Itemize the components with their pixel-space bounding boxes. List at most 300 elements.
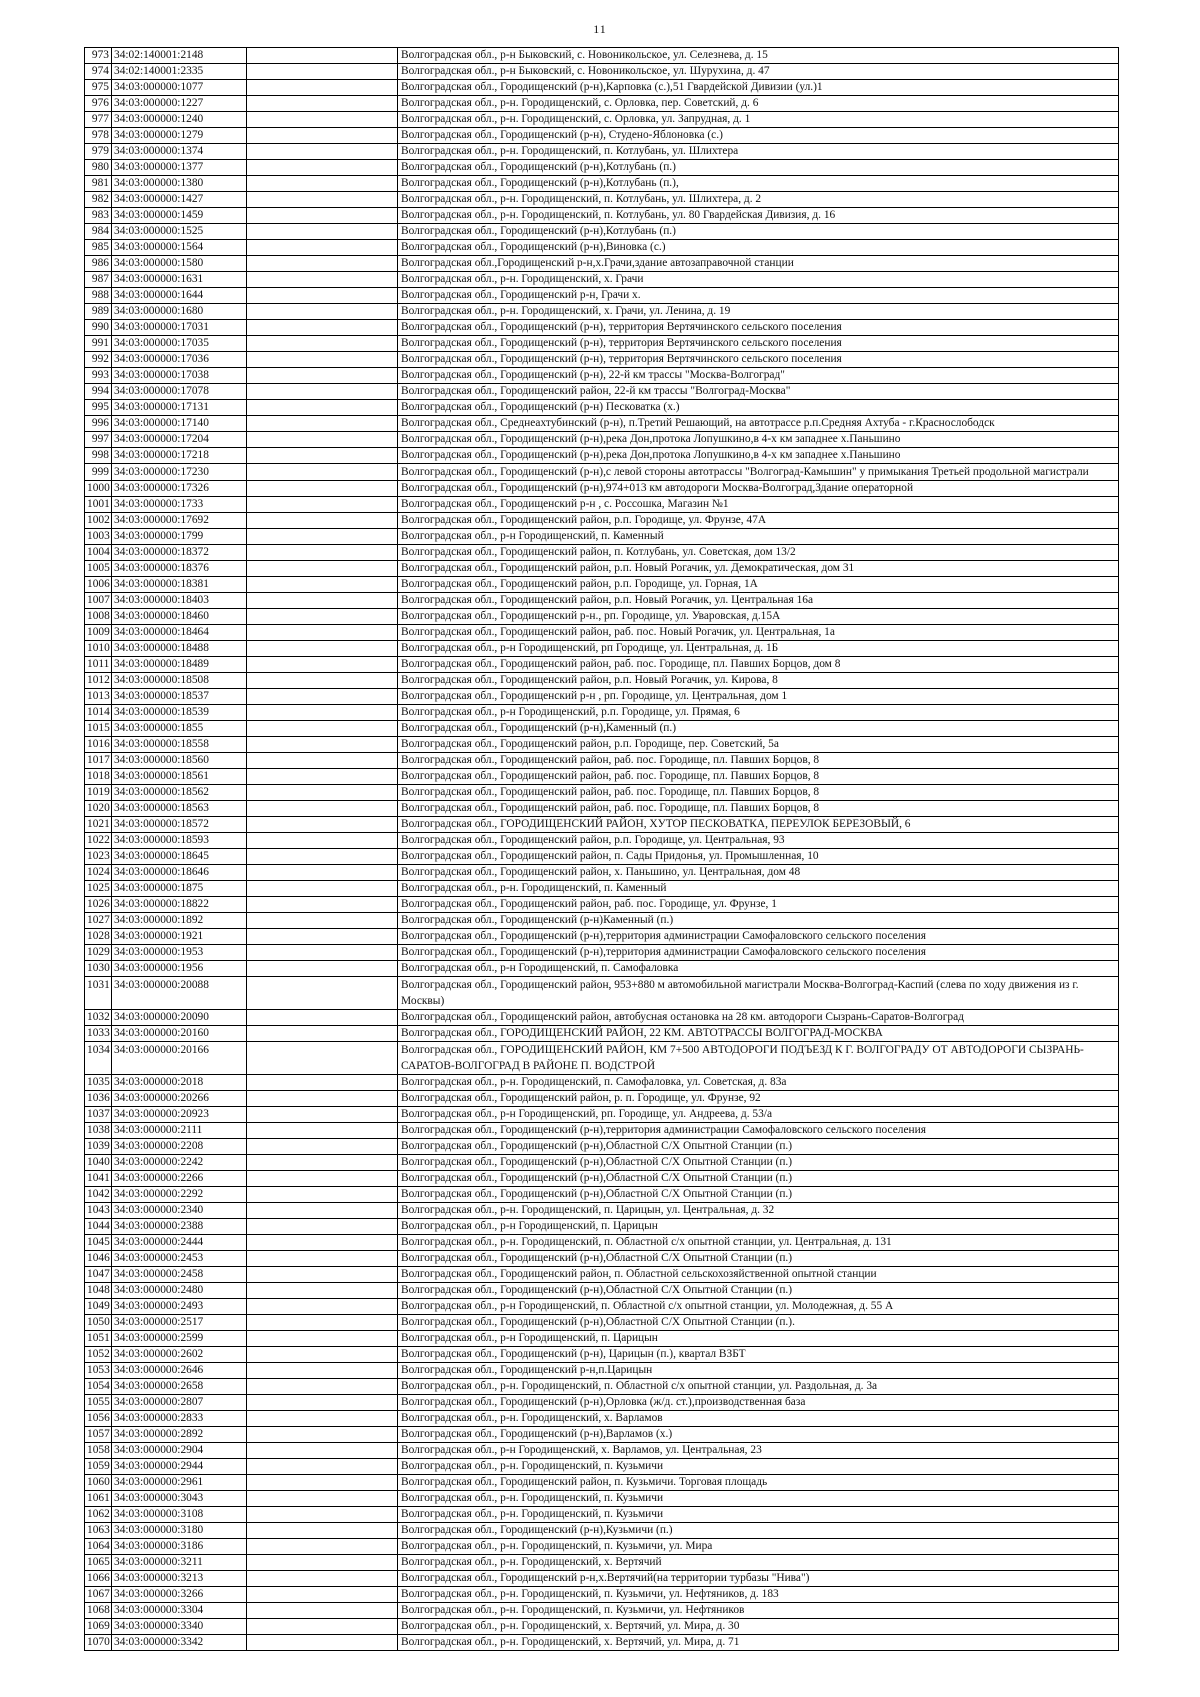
empty-cell	[247, 1507, 398, 1523]
cadastral-number: 34:03:000000:18381	[112, 577, 247, 593]
row-number: 999	[85, 464, 112, 481]
table-row	[85, 1507, 1119, 1523]
table-row	[85, 384, 1119, 400]
row-number: 998	[85, 448, 112, 464]
address: Волгоградская обл., Городищенский (р-н) Песковатка (х.)	[398, 400, 1119, 416]
table-row	[85, 48, 1119, 64]
table-row	[85, 849, 1119, 865]
address: Волгоградская обл., р-н Городищенский, х. Варламов, ул. Центральная, 23	[398, 1443, 1119, 1459]
address: Волгоградская обл., Городищенский (р-н),Областной С/Х Опытной Станции (п.)	[398, 1139, 1119, 1155]
table-row	[85, 897, 1119, 913]
table-row	[85, 400, 1119, 416]
row-number: 1024	[85, 865, 112, 881]
row-number: 1060	[85, 1475, 112, 1491]
row-number: 1039	[85, 1139, 112, 1155]
address: Волгоградская обл., р-н. Городищенский, х. Вертячий, ул. Мира, д. 71	[398, 1635, 1119, 1651]
address: Волгоградская обл., р-н Быковский, с. Новоникольское, ул. Шурухина, д. 47	[398, 64, 1119, 80]
empty-cell	[247, 1475, 398, 1491]
address: Волгоградская обл., ГОРОДИЩЕНСКИЙ РАЙОН, КМ 7+500 АВТОДОРОГИ ПОДЪЕЗД К Г. ВОЛГОГРАДУ ОТ АВТОДОРОГИ СЫЗРАНЬ-САРАТОВ-ВОЛГОГРАД В РАЙОНЕ П. ВОДСТРОЙ	[398, 1042, 1119, 1075]
row-number: 1042	[85, 1187, 112, 1203]
address: Волгоградская обл., Городищенский (р-н), Царицын (п.), квартал ВЗБТ	[398, 1347, 1119, 1363]
empty-cell	[247, 464, 398, 481]
empty-cell	[247, 769, 398, 785]
table-row	[85, 1427, 1119, 1443]
table-row	[85, 513, 1119, 529]
table-row	[85, 144, 1119, 160]
row-number: 1070	[85, 1635, 112, 1651]
row-number: 1008	[85, 609, 112, 625]
address: Волгоградская обл., Городищенский район, р.п. Городище, ул. Фрунзе, 47А	[398, 513, 1119, 529]
table-row	[85, 561, 1119, 577]
row-number: 1061	[85, 1491, 112, 1507]
address: Волгоградская обл., р-н Городищенский, п. Областной с/х опытной станции, ул. Молодежная, д. 55 А	[398, 1299, 1119, 1315]
empty-cell	[247, 593, 398, 609]
cadastral-number: 34:02:140001:2335	[112, 64, 247, 80]
cadastral-number: 34:03:000000:1525	[112, 224, 247, 240]
address: Волгоградская обл., Городищенский район, 953+880 м автомобильной магистрали Москва-Волгоград-Каспий (слева по ходу движения из г. Москвы)	[398, 977, 1119, 1010]
address: Волгоградская обл., Городищенский район, р.п. Новый Рогачик, ул. Центральная 16а	[398, 593, 1119, 609]
address: Волгоградская обл., р-н. Городищенский, п. Областной с/х опытной станции, ул. Центральная, д. 131	[398, 1235, 1119, 1251]
table-row	[85, 529, 1119, 545]
table-row	[85, 689, 1119, 705]
table-row	[85, 801, 1119, 817]
table-row	[85, 833, 1119, 849]
cadastral-number: 34:03:000000:2646	[112, 1363, 247, 1379]
address: Волгоградская обл., Городищенский (р-н),Областной С/Х Опытной Станции (п.)	[398, 1251, 1119, 1267]
row-number: 995	[85, 400, 112, 416]
empty-cell	[247, 545, 398, 561]
empty-cell	[247, 1459, 398, 1475]
cadastral-number: 34:03:000000:1855	[112, 721, 247, 737]
table-row	[85, 1283, 1119, 1299]
empty-cell	[247, 497, 398, 513]
cadastral-number: 34:03:000000:1953	[112, 945, 247, 961]
address: Волгоградская обл., р-н. Городищенский, п. Кузьмичи	[398, 1507, 1119, 1523]
address: Волгоградская обл., Городищенский (р-н),территория администрации Самофаловского сельского поселения	[398, 929, 1119, 945]
row-number: 1013	[85, 689, 112, 705]
table-row	[85, 1267, 1119, 1283]
empty-cell	[247, 849, 398, 865]
cadastral-number: 34:03:000000:18488	[112, 641, 247, 657]
empty-cell	[247, 1091, 398, 1107]
row-number: 1064	[85, 1539, 112, 1555]
empty-cell	[247, 897, 398, 913]
cadastral-number: 34:03:000000:17036	[112, 352, 247, 368]
table-row	[85, 1219, 1119, 1235]
cadastral-number: 34:03:000000:2444	[112, 1235, 247, 1251]
empty-cell	[247, 1619, 398, 1635]
empty-cell	[247, 1603, 398, 1619]
empty-cell	[247, 128, 398, 144]
cadastral-number: 34:03:000000:2904	[112, 1443, 247, 1459]
table-row	[85, 1459, 1119, 1475]
empty-cell	[247, 1123, 398, 1139]
cadastral-number: 34:03:000000:2944	[112, 1459, 247, 1475]
row-number: 997	[85, 432, 112, 448]
address: Волгоградская обл., р-н. Городищенский, с. Орловка, пер. Советский, д. 6	[398, 96, 1119, 112]
row-number: 1002	[85, 513, 112, 529]
row-number: 977	[85, 112, 112, 128]
row-number: 1026	[85, 897, 112, 913]
row-number: 1036	[85, 1091, 112, 1107]
cadastral-number: 34:03:000000:3211	[112, 1555, 247, 1571]
empty-cell	[247, 352, 398, 368]
empty-cell	[247, 1187, 398, 1203]
empty-cell	[247, 1539, 398, 1555]
table-row	[85, 128, 1119, 144]
cadastral-number: 34:03:000000:2833	[112, 1411, 247, 1427]
cadastral-number: 34:03:000000:1427	[112, 192, 247, 208]
cadastral-number: 34:03:000000:2018	[112, 1075, 247, 1091]
empty-cell	[247, 1587, 398, 1603]
cadastral-number: 34:03:000000:1380	[112, 176, 247, 192]
address: Волгоградская обл., Городищенский район, х. Паньшино, ул. Центральная, дом 48	[398, 865, 1119, 881]
table-row	[85, 1619, 1119, 1635]
empty-cell	[247, 641, 398, 657]
table-row	[85, 1635, 1119, 1651]
table-row	[85, 96, 1119, 112]
cadastral-number: 34:03:000000:2453	[112, 1251, 247, 1267]
address: Волгоградская обл., Городищенский (р-н),Областной С/Х Опытной Станции (п.)	[398, 1171, 1119, 1187]
table-row	[85, 577, 1119, 593]
row-number: 1055	[85, 1395, 112, 1411]
table-row	[85, 304, 1119, 320]
empty-cell	[247, 448, 398, 464]
row-number: 981	[85, 176, 112, 192]
address: Волгоградская обл., Городищенский р-н , с. Россошка, Магазин №1	[398, 497, 1119, 513]
address: Волгоградская обл., р-н. Городищенский, п. Кузьмичи	[398, 1459, 1119, 1475]
table-row	[85, 737, 1119, 753]
cadastral-number: 34:03:000000:17078	[112, 384, 247, 400]
cadastral-number: 34:03:000000:2493	[112, 1299, 247, 1315]
table-row	[85, 721, 1119, 737]
empty-cell	[247, 721, 398, 737]
cadastral-number: 34:03:000000:1921	[112, 929, 247, 945]
address: Волгоградская обл., Городищенский (р-н), 22-й км трассы "Москва-Волгоград"	[398, 368, 1119, 384]
cadastral-number: 34:03:000000:17140	[112, 416, 247, 432]
empty-cell	[247, 657, 398, 673]
address: Волгоградская обл., ГОРОДИЩЕНСКИЙ РАЙОН, 22 КМ. АВТОТРАССЫ ВОЛГОГРАД-МОСКВА	[398, 1026, 1119, 1042]
table-row	[85, 641, 1119, 657]
table-row	[85, 753, 1119, 769]
empty-cell	[247, 1010, 398, 1026]
row-number: 980	[85, 160, 112, 176]
cadastral-number: 34:03:000000:3186	[112, 1539, 247, 1555]
row-number: 1010	[85, 641, 112, 657]
empty-cell	[247, 240, 398, 256]
table-row	[85, 1347, 1119, 1363]
cadastral-number: 34:03:000000:18372	[112, 545, 247, 561]
row-number: 1058	[85, 1443, 112, 1459]
table-row	[85, 545, 1119, 561]
row-number: 1046	[85, 1251, 112, 1267]
row-number: 1062	[85, 1507, 112, 1523]
empty-cell	[247, 144, 398, 160]
row-number: 1030	[85, 961, 112, 977]
cadastral-number: 34:03:000000:3043	[112, 1491, 247, 1507]
cadastral-number: 34:03:000000:18489	[112, 657, 247, 673]
row-number: 1031	[85, 977, 112, 1010]
row-number: 1043	[85, 1203, 112, 1219]
empty-cell	[247, 625, 398, 641]
row-number: 990	[85, 320, 112, 336]
cadastral-number: 34:03:000000:1733	[112, 497, 247, 513]
table-row	[85, 1571, 1119, 1587]
row-number: 1023	[85, 849, 112, 865]
empty-cell	[247, 1171, 398, 1187]
row-number: 979	[85, 144, 112, 160]
address: Волгоградская обл., Городищенский (р-н),Котлубань (п.)	[398, 224, 1119, 240]
table-row	[85, 593, 1119, 609]
table-row	[85, 625, 1119, 641]
table-row	[85, 1091, 1119, 1107]
empty-cell	[247, 705, 398, 721]
row-number: 978	[85, 128, 112, 144]
table-row	[85, 945, 1119, 961]
row-number: 1012	[85, 673, 112, 689]
row-number: 1022	[85, 833, 112, 849]
address: Волгоградская обл., Городищенский (р-н),Областной С/Х Опытной Станции (п.)	[398, 1187, 1119, 1203]
address: Волгоградская обл., Городищенский район, п. Котлубань, ул. Советская, дом 13/2	[398, 545, 1119, 561]
empty-cell	[247, 785, 398, 801]
address: Волгоградская обл., р-н Быковский, с. Новоникольское, ул. Селезнева, д. 15	[398, 48, 1119, 64]
row-number: 1021	[85, 817, 112, 833]
address: Волгоградская обл., Городищенский район, р.п. Новый Рогачик, ул. Кирова, 8	[398, 673, 1119, 689]
address: Волгоградская обл., Городищенский (р-н),Карповка (с.),51 Гвардейской Дивизии (ул.)1	[398, 80, 1119, 96]
table-row	[85, 497, 1119, 513]
cadastral-number: 34:03:000000:18822	[112, 897, 247, 913]
cadastral-number: 34:03:000000:18646	[112, 865, 247, 881]
address: Волгоградская обл., р-н. Городищенский, п. Котлубань, ул. Шлихтера, д. 2	[398, 192, 1119, 208]
cadastral-number: 34:03:000000:3340	[112, 1619, 247, 1635]
empty-cell	[247, 176, 398, 192]
empty-cell	[247, 1523, 398, 1539]
empty-cell	[247, 416, 398, 432]
row-number: 986	[85, 256, 112, 272]
row-number: 1014	[85, 705, 112, 721]
address: Волгоградская обл., Городищенский р-н,п.Царицын	[398, 1363, 1119, 1379]
cadastral-number: 34:03:000000:20160	[112, 1026, 247, 1042]
row-number: 1035	[85, 1075, 112, 1091]
cadastral-number: 34:03:000000:2292	[112, 1187, 247, 1203]
address: Волгоградская обл., р-н. Городищенский, п. Котлубань, ул. 80 Гвардейская Дивизия, д. 16	[398, 208, 1119, 224]
row-number: 1028	[85, 929, 112, 945]
empty-cell	[247, 833, 398, 849]
cadastral-number: 34:03:000000:2458	[112, 1267, 247, 1283]
table-row	[85, 1443, 1119, 1459]
row-number: 1040	[85, 1155, 112, 1171]
address: Волгоградская обл., р-н. Городищенский, п. Каменный	[398, 881, 1119, 897]
cadastral-number: 34:03:000000:17218	[112, 448, 247, 464]
row-number: 1020	[85, 801, 112, 817]
row-number: 988	[85, 288, 112, 304]
row-number: 1051	[85, 1331, 112, 1347]
cadastral-number: 34:03:000000:3304	[112, 1603, 247, 1619]
row-number: 973	[85, 48, 112, 64]
table-row	[85, 256, 1119, 272]
cadastral-number: 34:03:000000:2599	[112, 1331, 247, 1347]
empty-cell	[247, 1395, 398, 1411]
row-number: 974	[85, 64, 112, 80]
address: Волгоградская обл., Городищенский район, р.п. Городище, ул. Центральная, 93	[398, 833, 1119, 849]
address: Волгоградская обл., Городищенский район, р.п. Городище, пер. Советский, 5а	[398, 737, 1119, 753]
row-number: 1027	[85, 913, 112, 929]
address: Волгоградская обл., Городищенский (р-н),Каменный (п.)	[398, 721, 1119, 737]
cadastral-number: 34:03:000000:3266	[112, 1587, 247, 1603]
row-number: 993	[85, 368, 112, 384]
address: Волгоградская обл., Городищенский район, р. п. Городище, ул. Фрунзе, 92	[398, 1091, 1119, 1107]
empty-cell	[247, 400, 398, 416]
table-row	[85, 432, 1119, 448]
address: Волгоградская обл., р-н Городищенский, рп Городище, ул. Центральная, д. 1Б	[398, 641, 1119, 657]
empty-cell	[247, 112, 398, 128]
cadastral-number: 34:03:000000:1377	[112, 160, 247, 176]
address: Волгоградская обл., р-н. Городищенский, п. Кузьмичи, ул. Нефтяников, д. 183	[398, 1587, 1119, 1603]
cadastral-number: 34:03:000000:17326	[112, 481, 247, 497]
cadastral-number: 34:03:000000:18572	[112, 817, 247, 833]
row-number: 1066	[85, 1571, 112, 1587]
row-number: 1034	[85, 1042, 112, 1075]
address: Волгоградская обл., Городищенский (р-н),Виновка (с.)	[398, 240, 1119, 256]
address: Волгоградская обл., Городищенский район, п. Кузьмичи. Торговая площадь	[398, 1475, 1119, 1491]
table-row	[85, 1235, 1119, 1251]
table-row	[85, 1411, 1119, 1427]
row-number: 1033	[85, 1026, 112, 1042]
empty-cell	[247, 1203, 398, 1219]
empty-cell	[247, 913, 398, 929]
empty-cell	[247, 737, 398, 753]
cadastral-number: 34:03:000000:18403	[112, 593, 247, 609]
empty-cell	[247, 432, 398, 448]
table-row	[85, 1475, 1119, 1491]
cadastral-number: 34:03:000000:2266	[112, 1171, 247, 1187]
address: Волгоградская обл., Городищенский (р-н),Областной С/Х Опытной Станции (п.)	[398, 1155, 1119, 1171]
table-row	[85, 929, 1119, 945]
address: Волгоградская обл., р-н. Городищенский, с. Орловка, ул. Запрудная, д. 1	[398, 112, 1119, 128]
cadastral-number: 34:03:000000:20166	[112, 1042, 247, 1075]
address: Волгоградская обл., р-н Городищенский, п. Царицын	[398, 1331, 1119, 1347]
cadastral-number: 34:03:000000:1227	[112, 96, 247, 112]
row-number: 982	[85, 192, 112, 208]
table-row	[85, 1395, 1119, 1411]
row-number: 1065	[85, 1555, 112, 1571]
row-number: 1053	[85, 1363, 112, 1379]
empty-cell	[247, 753, 398, 769]
empty-cell	[247, 609, 398, 625]
empty-cell	[247, 1042, 398, 1075]
address: Волгоградская обл., Городищенский район, раб. пос. Городище, пл. Павших Борцов, 8	[398, 801, 1119, 817]
row-number: 996	[85, 416, 112, 432]
cadastral-number: 34:03:000000:17692	[112, 513, 247, 529]
row-number: 1067	[85, 1587, 112, 1603]
row-number: 1063	[85, 1523, 112, 1539]
cadastral-number: 34:03:000000:3342	[112, 1635, 247, 1651]
cadastral-number: 34:03:000000:2480	[112, 1283, 247, 1299]
empty-cell	[247, 368, 398, 384]
cadastral-number: 34:03:000000:2807	[112, 1395, 247, 1411]
row-number: 1004	[85, 545, 112, 561]
cadastral-number: 34:03:000000:18645	[112, 849, 247, 865]
cadastral-number: 34:03:000000:2388	[112, 1219, 247, 1235]
table-row	[85, 657, 1119, 673]
empty-cell	[247, 48, 398, 64]
table-row	[85, 481, 1119, 497]
address: Волгоградская обл., р-н. Городищенский, п. Кузьмичи, ул. Нефтяников	[398, 1603, 1119, 1619]
table-row	[85, 1187, 1119, 1203]
table-row	[85, 1042, 1119, 1075]
address: Волгоградская обл., Городищенский (р-н),река Дон,протока Лопушкино,в 4-х км западнее х.Паньшино	[398, 448, 1119, 464]
row-number: 1047	[85, 1267, 112, 1283]
cadastral-number: 34:03:000000:1875	[112, 881, 247, 897]
address: Волгоградская обл., Городищенский район, 22-й км трассы "Волгоград-Москва"	[398, 384, 1119, 400]
cadastral-number: 34:03:000000:1956	[112, 961, 247, 977]
row-number: 1005	[85, 561, 112, 577]
table-row	[85, 785, 1119, 801]
table-row	[85, 64, 1119, 80]
empty-cell	[247, 208, 398, 224]
row-number: 1048	[85, 1283, 112, 1299]
empty-cell	[247, 304, 398, 320]
row-number: 987	[85, 272, 112, 288]
table-row	[85, 961, 1119, 977]
row-number: 1025	[85, 881, 112, 897]
empty-cell	[247, 272, 398, 288]
cadastral-number: 34:03:000000:2111	[112, 1123, 247, 1139]
table-row	[85, 1555, 1119, 1571]
address: Волгоградская обл., Городищенский р-н , рп. Городище, ул. Центральная, дом 1	[398, 689, 1119, 705]
cadastral-number: 34:03:000000:20088	[112, 977, 247, 1010]
empty-cell	[247, 1267, 398, 1283]
row-number: 1037	[85, 1107, 112, 1123]
table-row	[85, 464, 1119, 481]
row-number: 1009	[85, 625, 112, 641]
address: Волгоградская обл., Городищенский район, п. Сады Придонья, ул. Промышленная, 10	[398, 849, 1119, 865]
table-row	[85, 881, 1119, 897]
table-row	[85, 1587, 1119, 1603]
cadastral-number: 34:03:000000:18593	[112, 833, 247, 849]
row-number: 1056	[85, 1411, 112, 1427]
row-number: 1003	[85, 529, 112, 545]
empty-cell	[247, 1283, 398, 1299]
cadastral-number: 34:03:000000:1279	[112, 128, 247, 144]
table-row	[85, 80, 1119, 96]
empty-cell	[247, 1139, 398, 1155]
empty-cell	[247, 673, 398, 689]
empty-cell	[247, 384, 398, 400]
table-row	[85, 272, 1119, 288]
row-number: 1011	[85, 657, 112, 673]
empty-cell	[247, 160, 398, 176]
row-number: 1057	[85, 1427, 112, 1443]
empty-cell	[247, 96, 398, 112]
empty-cell	[247, 1379, 398, 1395]
table-row	[85, 368, 1119, 384]
row-number: 1000	[85, 481, 112, 497]
empty-cell	[247, 881, 398, 897]
address: Волгоградская обл., Городищенский (р-н),Варламов (х.)	[398, 1427, 1119, 1443]
cadastral-number: 34:03:000000:1631	[112, 272, 247, 288]
row-number: 1001	[85, 497, 112, 513]
row-number: 1050	[85, 1315, 112, 1331]
empty-cell	[247, 977, 398, 1010]
address: Волгоградская обл., Городищенский (р-н), Студено-Яблоновка (с.)	[398, 128, 1119, 144]
address: Волгоградская обл., р-н. Городищенский, х. Грачи, ул. Ленина, д. 19	[398, 304, 1119, 320]
cadastral-number: 34:03:000000:1644	[112, 288, 247, 304]
empty-cell	[247, 961, 398, 977]
address: Волгоградская обл., р-н. Городищенский, п. Самофаловка, ул. Советская, д. 83а	[398, 1075, 1119, 1091]
empty-cell	[247, 1251, 398, 1267]
table-row	[85, 977, 1119, 1010]
